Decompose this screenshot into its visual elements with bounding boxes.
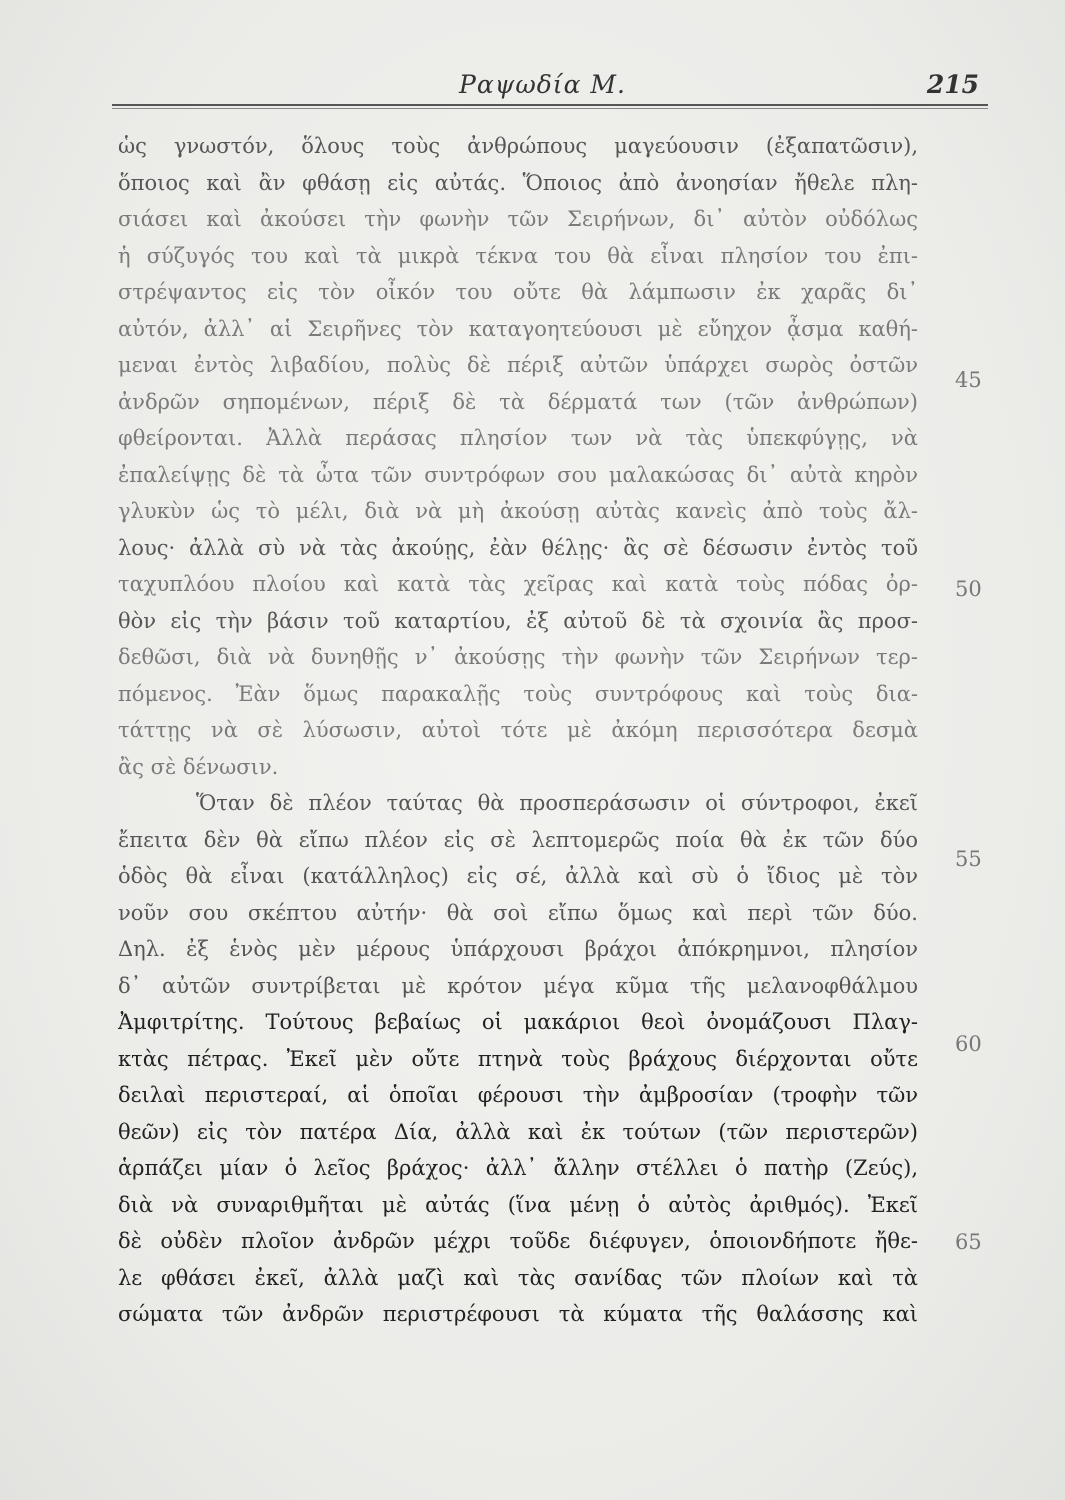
text-line: λε φθάσει ἐκεῖ, ἀλλὰ μαζὶ καὶ τὰς σανίδας τῶν πλοίων καὶ τὰ (118, 1265, 918, 1290)
text-line: ἐπαλείψῃς δὲ τὰ ὦτα τῶν συντρόφων σου μαλακώσας δι᾽ αὐτὰ κηρὸν (118, 462, 918, 487)
text-line: ταχυπλόου πλοίου καὶ κατὰ τὰς χεῖρας καὶ κατὰ τοὺς πόδας ὀρ- (118, 572, 918, 596)
text-line: ἀνδρῶν σηπομένων, πέριξ δὲ τὰ δέρματά των (τῶν ἀνθρώπων) (118, 389, 918, 414)
text-line: ὡς γνωστόν, ὅλους τοὺς ἀνθρώπους μαγεύουσιν (ἐξαπατῶσιν), (118, 134, 918, 158)
header-rule (112, 104, 988, 109)
text-line: θεῶν) εἰς τὸν πατέρα Δία, ἀλλὰ καὶ ἐκ τούτων (τῶν περιστερῶν) (118, 1119, 918, 1144)
body-text (118, 128, 918, 1333)
text-line: δ᾽ αὐτῶν συντρίβεται μὲ κρότον μέγα κῦμα τῆς μελανοφθάλμου (118, 973, 918, 998)
text-line: ἡ σύζυγός του καὶ τὰ μικρὰ τέκνα του θὰ εἶναι πλησίον του ἐπι- (118, 243, 918, 268)
text-line: ὁδὸς θὰ εἶναι (κατάλληλος) εἰς σέ, ἀλλὰ καὶ σὺ ὁ ἴδιος μὲ τὸν (118, 864, 918, 888)
text-line: ἁρπάζει μίαν ὁ λεῖος βράχος· ἀλλ᾽ ἄλλην στέλλει ὁ πατὴρ (Ζεύς), (118, 1156, 918, 1180)
text-line: σώματα τῶν ἀνδρῶν περιστρέφουσι τὰ κύματα τῆς θαλάσσης καὶ (118, 1302, 918, 1326)
line-number-50: 50 (955, 577, 982, 601)
running-title: Ραψωδία Μ. (459, 70, 626, 99)
line-number-55: 55 (955, 847, 982, 871)
text-line: αὐτόν, ἀλλ᾽ αἱ Σειρῆνες τὸν καταγοητεύουσι μὲ εὔηχον ᾆσμα καθή- (118, 316, 918, 341)
text-line: θὸν εἰς τὴν βάσιν τοῦ καταρτίου, ἐξ αὐτοῦ δὲ τὰ σχοινία ἂς προσ- (118, 608, 918, 633)
line-number-65: 65 (955, 1230, 982, 1254)
text-line: κτὰς πέτρας. Ἐκεῖ μὲν οὔτε πτηνὰ τοὺς βράχους διέρχονται οὔτε (118, 1046, 918, 1071)
text-line: ὅποιος καὶ ἂν φθάσῃ εἰς αὐτάς. Ὅποιος ἀπὸ ἀνοησίαν ἤθελε πλη- (118, 170, 918, 195)
text-line: δειλαὶ περιστεραί, αἱ ὁποῖαι φέρουσι τὴν ἀμβροσίαν (τροφὴν τῶν (118, 1083, 918, 1107)
text-line: ἔπειτα δὲν θὰ εἴπω πλέον εἰς σὲ λεπτομερῶς ποία θὰ ἐκ τῶν δύο (118, 827, 918, 852)
text-line: τάττῃς νὰ σὲ λύσωσιν, αὐτοὶ τότε μὲ ἀκόμη περισσότερα δεσμὰ (118, 718, 918, 742)
text-line: Ὅταν δὲ πλέον ταύτας θὰ προσπεράσωσιν οἱ σύντροφοι, ἐκεῖ (196, 791, 918, 815)
text-line: λους· ἀλλὰ σὺ νὰ τὰς ἀκούῃς, ἐὰν θέλῃς· ἂς σὲ δέσωσιν ἐντὸς τοῦ (118, 535, 918, 560)
text-line: δεθῶσι, διὰ νὰ δυνηθῇς ν᾽ ἀκούσῃς τὴν φωνὴν τῶν Σειρήνων τερ- (118, 645, 918, 669)
text-line: πόμενος. Ἐὰν ὅμως παρακαλῇς τοὺς συντρόφους καὶ τοὺς δια- (118, 681, 918, 706)
text-line: διὰ νὰ συναριθμῆται μὲ αὐτάς (ἵνα μένῃ ὁ αὐτὸς ἀριθμός). Ἐκεῖ (118, 1192, 918, 1217)
text-line: γλυκὺν ὡς τὸ μέλι, διὰ νὰ μὴ ἀκούσῃ αὐτὰς κανεὶς ἀπὸ τοὺς ἄλ- (118, 499, 918, 523)
text-line: δὲ οὐδὲν πλοῖον ἀνδρῶν μέχρι τοῦδε διέφυγεν, ὁποιονδήποτε ἤθε- (118, 1229, 918, 1253)
text-line: Ἀμφιτρίτης. Τούτους βεβαίως οἱ μακάριοι θεοὶ ὀνομάζουσι Πλαγ- (118, 1010, 918, 1034)
text-line: ἂς σὲ δένωσιν. (118, 754, 279, 779)
line-number-60: 60 (955, 1032, 982, 1056)
text-line: Δηλ. ἐξ ἑνὸς μὲν μέρους ὑπάρχουσι βράχοι ἀπόκρημνοι, πλησίον (118, 937, 918, 961)
line-number-45: 45 (955, 368, 982, 392)
text-line: φθείρονται. Ἀλλὰ περάσας πλησίον των νὰ τὰς ὑπεκφύγῃς, νὰ (118, 426, 918, 450)
text-line: σιάσει καὶ ἀκούσει τὴν φωνὴν τῶν Σειρήνων, δι᾽ αὐτὸν οὐδόλως (118, 207, 918, 231)
text-line: στρέψαντος εἰς τὸν οἶκόν του οὔτε θὰ λάμπωσιν ἐκ χαρᾶς δι᾽ (118, 280, 918, 304)
page-number: 215 (926, 70, 979, 99)
page-header (100, 70, 985, 106)
text-line: μεναι ἐντὸς λιβαδίου, πολὺς δὲ πέριξ αὐτῶν ὑπάρχει σωρὸς ὀστῶν (118, 353, 918, 377)
text-line: νοῦν σου σκέπτου αὐτήν· θὰ σοὶ εἴπω ὅμως καὶ περὶ τῶν δύο. (118, 900, 918, 925)
